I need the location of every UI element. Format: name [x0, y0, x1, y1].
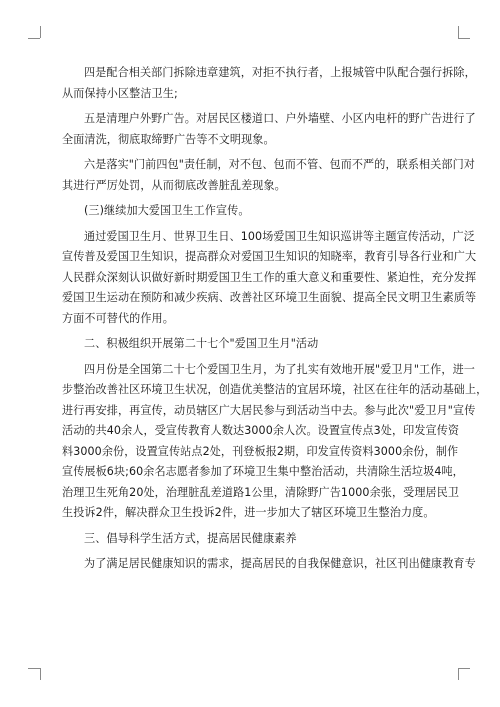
text-line: 六是落实"门前四包"责任制，对不包、包而不管、包而不严的，联系相关部门对	[84, 158, 475, 171]
paragraph	[62, 109, 476, 150]
paragraph	[62, 201, 448, 222]
text-line: 治理卫生死角20处，治理脏乱差道路1公里，清除野广告1000余张，受理居民卫	[62, 485, 460, 499]
paragraph	[62, 360, 488, 524]
text-line: 四是配合相关部门拆除违章建筑，对拒不执行者，上报城管中队配合强行拆除，	[84, 66, 476, 79]
text-line: 宣传展板6块;60余名志愿者参加了环境卫生集中整治活动，共清除生活垃圾4吨，	[62, 465, 464, 478]
text-line: 通过爱国卫生月、世界卫生日、100场爱国卫生知识巡讲等主题宣传活动，广泛	[84, 229, 475, 243]
paragraph	[62, 334, 448, 355]
text-line: 进行再安排，再宣传，动员辖区广大居民参与到活动当中去。参与此次"爱卫月"宣传	[62, 403, 476, 417]
text-line: 宣传普及爱国卫生知识，提高群众对爱国卫生知识的知晓率，教育引导各行业和广大	[62, 250, 477, 263]
text-line: 料3000余份，设置宣传站点2处，刊登板报2期，印发宣传资料3000余份，制作	[62, 444, 459, 458]
paragraph	[62, 63, 476, 104]
text-line: 从而保持小区整洁卫生;	[62, 86, 178, 100]
text-line: 三、倡导科学生活方式，提高居民健康素养	[84, 531, 297, 545]
text-line: 方面不可替代的作用。	[62, 311, 174, 325]
text-line: 步整治改善社区环境卫生状况，创造优美整洁的宜居环境，社区在往年的活动基础上，	[62, 383, 488, 396]
text-line: 其进行严厉处罚，从而彻底改善脏乱差现象。	[62, 178, 286, 192]
text-line: 爱国卫生运动在预防和减少疾病、改善社区环境卫生面貌、提高全民文明卫生素质等	[62, 291, 477, 304]
paragraph	[62, 155, 475, 196]
text-line: 人民群众深刻认识做好新时期爱国卫生工作的重大意义和重要性、紧迫性，充分发挥	[62, 270, 477, 284]
document-body	[62, 63, 488, 580]
paragraph	[62, 529, 448, 550]
paragraph	[62, 227, 477, 330]
text-line: 为了满足居民健康知识的需求，提高居民的自我保健意识，社区刊出健康教育专	[84, 557, 476, 570]
text-line: (三)继续加大爱国卫生工作宣传。	[84, 204, 250, 217]
text-line: 四月份是全国第二十七个爱国卫生月，为了扎实有效地开展"爱卫月"工作，进一	[84, 362, 475, 376]
text-line: 全面清洗，彻底取缔野广告等不文明现象。	[62, 132, 275, 146]
text-line: 生投诉2件，解决群众卫生投诉2件，进一步加大了辖区环境卫生整治力度。	[62, 506, 435, 519]
text-line: 活动的共40余人，受宣传教育人数达3000余人次。设置宣传点3处，印发宣传资	[62, 424, 460, 437]
paragraph	[62, 554, 476, 575]
text-line: 二、积极组织开展第二十七个"爱国卫生月"活动	[84, 337, 319, 350]
text-line: 五是清理户外野广告。对居民区楼道口、户外墙壁、小区内电杆的野广告进行了	[84, 112, 476, 125]
